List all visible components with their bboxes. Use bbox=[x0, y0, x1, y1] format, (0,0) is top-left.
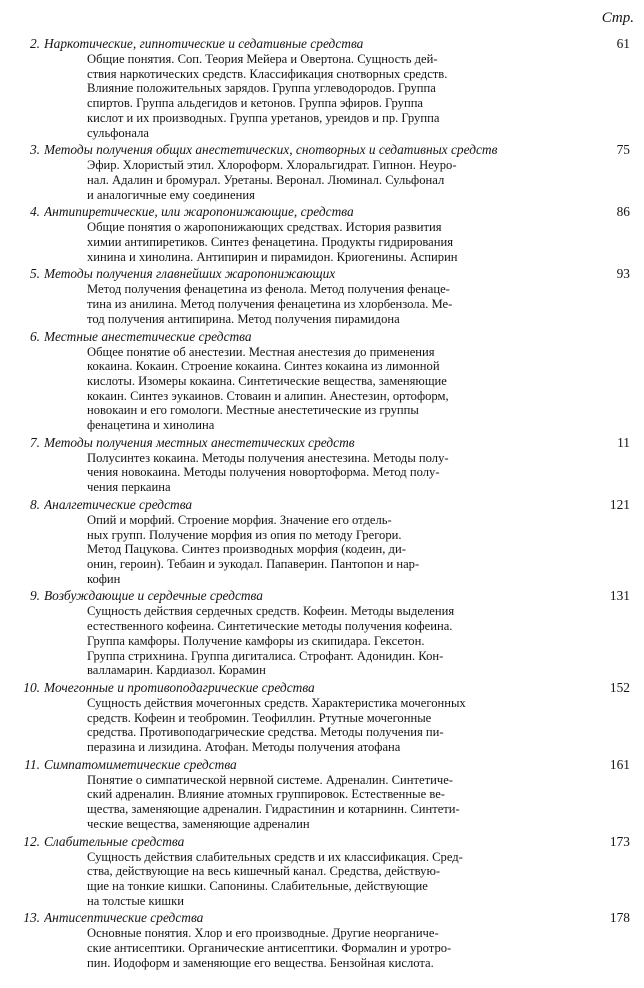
description-line: Общие понятия о жаропонижающих средствах. История развития bbox=[87, 220, 442, 235]
toc-entry bbox=[20, 680, 630, 755]
chapter-number: 3. bbox=[29, 142, 40, 158]
toc-entry-heading bbox=[20, 910, 630, 926]
chapter-title: Симпатомиметические средства bbox=[44, 756, 237, 772]
description-line: спиртов. Группа альдегидов и кетонов. Группа эфиров. Группа bbox=[87, 96, 424, 111]
chapter-description bbox=[87, 696, 596, 755]
chapter-number: 8. bbox=[29, 496, 40, 512]
chapter-title: Методы получения главнейших жаропонижающих bbox=[44, 266, 336, 282]
toc-entry bbox=[20, 834, 630, 909]
description-line: ский адреналин. Влияние атомных группировок. Естественные ве- bbox=[87, 787, 445, 802]
page-number: 152 bbox=[609, 679, 630, 695]
chapter-title: Наркотические, гипнотические и седативные средства bbox=[44, 36, 364, 51]
toc-entry bbox=[20, 757, 630, 832]
toc-entry bbox=[20, 910, 630, 970]
chapter-description bbox=[87, 158, 596, 202]
description-line: Понятие о симпатической нервной системе. Адреналин. Синтетиче- bbox=[87, 772, 453, 787]
table-of-contents bbox=[20, 36, 630, 972]
chapter-title: Слабительные средства bbox=[44, 833, 185, 849]
description-line: валламарин. Кардиазол. Корамин bbox=[87, 663, 266, 678]
toc-entry bbox=[20, 435, 630, 495]
toc-entry-heading bbox=[20, 757, 630, 773]
page-number: 93 bbox=[616, 266, 630, 282]
chapter-description bbox=[87, 604, 596, 678]
toc-entry-heading bbox=[20, 142, 630, 158]
toc-entry-heading bbox=[20, 834, 630, 850]
description-line: Влияние положительных зарядов. Группа углеводородов. Группа bbox=[87, 81, 436, 96]
toc-entry-heading bbox=[20, 266, 630, 282]
chapter-number: 9. bbox=[29, 588, 40, 604]
description-line: тод получения антипирина. Метод получения пирамидона bbox=[87, 311, 400, 326]
page-column-header: Стр. bbox=[601, 10, 634, 26]
description-line: нал. Адалин и бромурал. Уретаны. Веронал. Люминал. Сульфонал bbox=[87, 172, 445, 187]
description-line: Группа стрихнина. Группа дигиталиса. Строфант. Адонидин. Кон- bbox=[87, 648, 444, 663]
chapter-description bbox=[87, 926, 596, 970]
description-line: Основные понятия. Хлор и его производные. Другие неорганиче- bbox=[87, 926, 439, 941]
description-line: фенацетина и хинолина bbox=[87, 418, 215, 433]
page-number: 75 bbox=[616, 142, 630, 158]
description-line: сульфонала bbox=[87, 125, 149, 140]
description-line: кокаина. Кокаин. Строение кокаина. Синтез кокаина из лимонной bbox=[87, 359, 440, 374]
description-line: ские антисептики. Органические антисептики. Формалин и уротро- bbox=[87, 941, 452, 956]
chapter-title: Методы получения местных анестетических средств bbox=[44, 434, 355, 450]
page-number: 131 bbox=[609, 588, 630, 604]
description-line: Опий и морфий. Строение морфия. Значение его отдель- bbox=[87, 512, 392, 527]
description-line: и аналогичные ему соединения bbox=[87, 187, 255, 202]
toc-entry-heading bbox=[20, 204, 630, 220]
description-line: Сущность действия слабительных средств и их классификация. Сред- bbox=[87, 849, 463, 864]
chapter-title: Аналгетические средства bbox=[44, 496, 193, 512]
description-line: новокаин и его гомологи. Местные анестетические из группы bbox=[87, 403, 419, 418]
page-number: 61 bbox=[616, 36, 630, 51]
chapter-title: Местные анестетические средства bbox=[44, 328, 252, 344]
description-line: ных групп. Получение морфия из опия по методу Грегори. bbox=[87, 527, 402, 542]
description-line: тина из анилина. Метод получения фенацетина из хлорбензола. Ме- bbox=[87, 297, 453, 312]
description-line: Метод Пацукова. Синтез производных морфия (кодеин, ди- bbox=[87, 542, 406, 557]
description-line: кофин bbox=[87, 571, 121, 586]
description-line: Общее понятие об анестезии. Местная анестезия до применения bbox=[87, 344, 435, 359]
chapter-number: 13. bbox=[23, 910, 40, 926]
description-line: Общие понятия. Соп. Теория Мейера и Овертона. Сущность дей- bbox=[87, 52, 438, 66]
chapter-number: 10. bbox=[23, 679, 40, 695]
description-line: пин. Иодоформ и заменяющие его вещества. Бензойная кислота. bbox=[87, 955, 434, 970]
description-line: кислот и их производных. Группа уретанов, уреидов и пр. Группа bbox=[87, 110, 440, 125]
chapter-number: 4. bbox=[29, 204, 40, 220]
toc-entry-heading bbox=[20, 36, 630, 52]
description-line: Группа камфоры. Получение камфоры из скипидара. Гексетон. bbox=[87, 633, 425, 648]
description-line: естественного кофеина. Синтетические методы получения кофеина. bbox=[87, 619, 453, 634]
description-line: Сущность действия мочегонных средств. Характеристика мочегонных bbox=[87, 695, 466, 710]
description-line: Эфир. Хлористый этил. Хлороформ. Хлоральгидрат. Гипнон. Неуро- bbox=[87, 158, 457, 173]
toc-entry-heading bbox=[20, 588, 630, 604]
description-line: щества, заменяющие адреналин. Гидрастинин и котарнинн. Синтети- bbox=[87, 802, 460, 817]
description-line: Метод получения фенацетина из фенола. Метод получения фенаце- bbox=[87, 282, 450, 297]
toc-entry bbox=[20, 266, 630, 326]
description-line: щие на тонкие кишки. Сапонины. Слабительные, действующие bbox=[87, 878, 428, 893]
toc-entry bbox=[20, 36, 630, 140]
description-line: средства. Противоподагрические средства. Методы получения пи- bbox=[87, 725, 444, 740]
description-line: химии антипиретиков. Синтез фенацетина. Продукты гидрирования bbox=[87, 235, 454, 250]
chapter-number: 12. bbox=[23, 833, 40, 849]
chapter-number: 2. bbox=[29, 36, 40, 51]
toc-entry bbox=[20, 204, 630, 264]
description-line: средств. Кофеин и теобромин. Теофиллин. Ртутные мочегонные bbox=[87, 710, 432, 725]
chapter-description bbox=[87, 451, 596, 495]
chapter-description bbox=[87, 773, 596, 832]
toc-entry-heading bbox=[20, 497, 630, 513]
chapter-title: Методы получения общих анестетических, снотворных и седативных средств bbox=[44, 142, 498, 158]
toc-entry bbox=[20, 329, 630, 433]
description-line: чения новокаина. Методы получения новортоформа. Метод полу- bbox=[87, 465, 440, 480]
description-line: кокаин. Синтез эукаинов. Стоваин и алипин. Анестезин, ортоформ, bbox=[87, 388, 449, 403]
description-line: Сущность действия сердечных средств. Кофеин. Методы выделения bbox=[87, 604, 455, 619]
description-line: ствия наркотических средств. Классификация снотворных средств. bbox=[87, 66, 448, 81]
description-line: Полусинтез кокаина. Методы получения анестезина. Методы полу- bbox=[87, 450, 449, 465]
toc-entry-heading bbox=[20, 435, 630, 451]
page-number: 173 bbox=[609, 833, 630, 849]
page-number: 121 bbox=[609, 496, 630, 512]
toc-entry-heading bbox=[20, 680, 630, 696]
description-line: ческие вещества, заменяющие адреналин bbox=[87, 816, 310, 831]
chapter-number: 11. bbox=[24, 756, 40, 772]
description-line: перазина и лизидина. Атофан. Методы получения атофана bbox=[87, 740, 401, 755]
page-number: 178 bbox=[609, 910, 630, 926]
chapter-title: Антисептические средства bbox=[44, 910, 204, 926]
description-line: хинина и хинолина. Антипирин и пирамидон. Криогенины. Аспирин bbox=[87, 249, 458, 264]
description-line: кислоты. Изомеры кокаина. Синтетические вещества, заменяющие bbox=[87, 373, 447, 388]
chapter-number: 5. bbox=[29, 266, 40, 282]
description-line: ства, действующие на весь кишечный канал. Средства, действую- bbox=[87, 864, 441, 879]
chapter-title: Возбуждающие и сердечные средства bbox=[44, 588, 263, 604]
description-line: чения перкаина bbox=[87, 480, 171, 495]
page-number: 11 bbox=[617, 434, 630, 450]
toc-entry bbox=[20, 588, 630, 678]
chapter-description bbox=[87, 345, 596, 433]
description-line: онин, героин). Тебаин и эукодал. Папаверин. Пантопон и нар- bbox=[87, 556, 420, 571]
chapter-number: 6. bbox=[29, 328, 40, 344]
chapter-description bbox=[87, 52, 596, 140]
chapter-description bbox=[87, 282, 596, 326]
chapter-title: Мочегонные и противоподагрические средства bbox=[44, 679, 315, 695]
chapter-description bbox=[87, 513, 596, 587]
toc-entry bbox=[20, 142, 630, 202]
description-line: на толстые кишки bbox=[87, 893, 184, 908]
page-number: 86 bbox=[616, 204, 630, 220]
chapter-title: Антипиретические, или жаропонижающие, средства bbox=[44, 204, 354, 220]
chapter-description bbox=[87, 220, 596, 264]
chapter-number: 7. bbox=[29, 434, 40, 450]
page-number: 161 bbox=[609, 756, 630, 772]
chapter-description bbox=[87, 850, 596, 909]
toc-entry-heading bbox=[20, 329, 630, 345]
toc-entry bbox=[20, 497, 630, 587]
